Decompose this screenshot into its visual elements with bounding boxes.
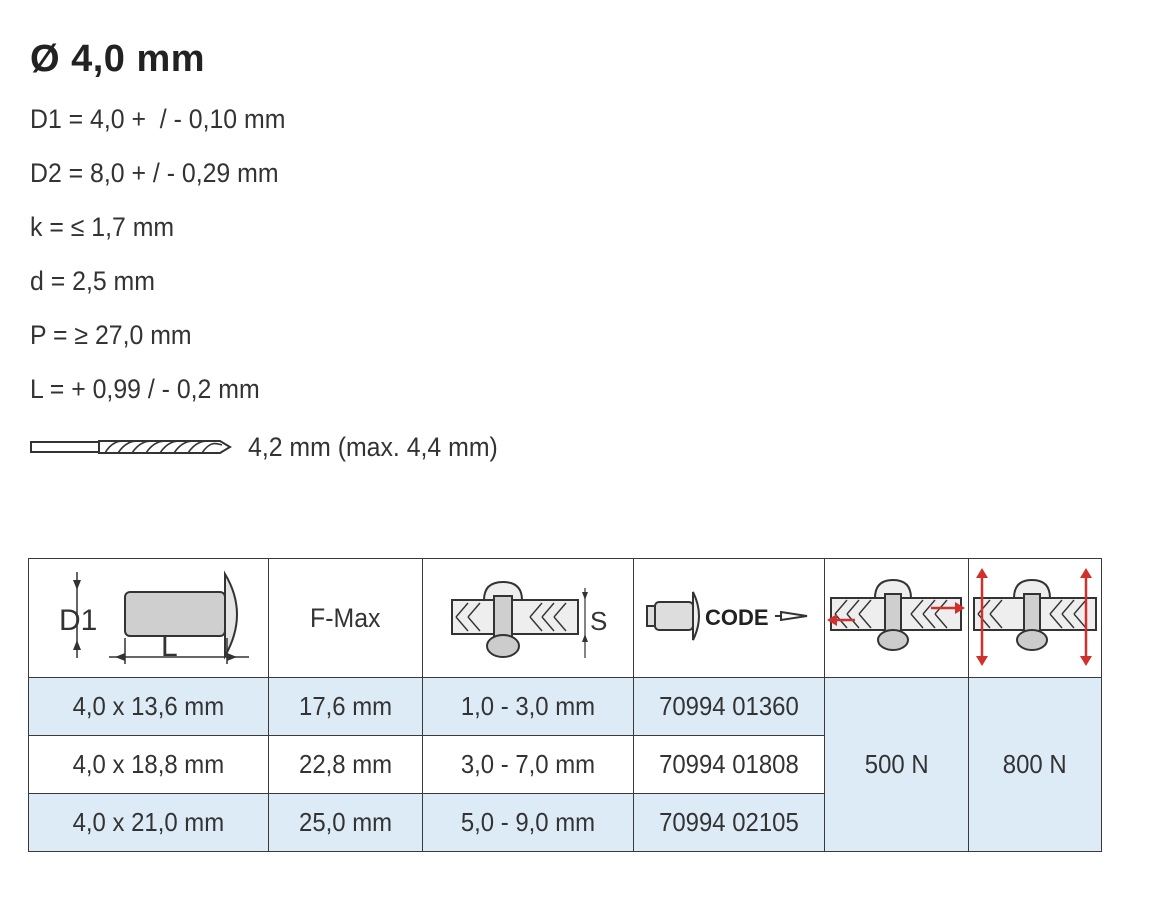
rivet-dimensions-icon: [49, 568, 249, 668]
cell-code: 70994 01360: [634, 678, 825, 736]
page-title: Ø 4,0 mm: [30, 38, 206, 80]
spec-d1: D1 = 4,0 + / - 0,10 mm: [30, 104, 286, 134]
header-tensile-force: [969, 559, 1102, 678]
rivet-label-l: L: [160, 630, 178, 663]
cell-tensile-force: 800 N: [969, 678, 1102, 852]
grip-label-s: S: [590, 606, 608, 636]
rivet-label-d1: D1: [58, 604, 97, 637]
spec-d: d = 2,5 mm: [30, 266, 155, 296]
grip-range-icon: [448, 568, 608, 668]
table-header-row: [29, 559, 1102, 678]
cell-fmax: 25,0 mm: [269, 794, 423, 852]
shear-force-icon: [827, 568, 967, 668]
header-grip-range: [423, 559, 634, 678]
cell-code: 70994 02105: [634, 794, 825, 852]
cell-grip: 5,0 - 9,0 mm: [423, 794, 634, 852]
cell-grip: 3,0 - 7,0 mm: [423, 736, 634, 794]
cell-code: 70994 01808: [634, 736, 825, 794]
cell-size: 4,0 x 21,0 mm: [29, 794, 269, 852]
table-row: [29, 678, 1102, 736]
cell-grip: 1,0 - 3,0 mm: [423, 678, 634, 736]
code-label: CODE: [705, 605, 769, 630]
tensile-force-icon: [970, 568, 1100, 668]
rivet-code-icon: [639, 588, 819, 648]
rivet-spec-table: [28, 558, 1102, 852]
cell-size: 4,0 x 13,6 mm: [29, 678, 269, 736]
cell-fmax: 17,6 mm: [269, 678, 423, 736]
drill-bit-icon: [30, 437, 232, 457]
drill-spec: [30, 430, 520, 464]
drill-size: 4,2 mm (max. 4,4 mm): [248, 431, 498, 462]
header-rivet-dimensions: [29, 559, 269, 678]
header-shear-force: [825, 559, 969, 678]
header-fmax: [269, 559, 423, 678]
header-code: [634, 559, 825, 678]
spec-d2: D2 = 8,0 + / - 0,29 mm: [30, 158, 279, 188]
cell-shear-force: 500 N: [825, 678, 969, 852]
cell-fmax: 22,8 mm: [269, 736, 423, 794]
spec-p: P = ≥ 27,0 mm: [30, 320, 192, 350]
cell-size: 4,0 x 18,8 mm: [29, 736, 269, 794]
fmax-label: F-Max: [310, 602, 381, 633]
spec-l: L = + 0,99 / - 0,2 mm: [30, 374, 260, 404]
spec-k: k = ≤ 1,7 mm: [30, 212, 175, 242]
